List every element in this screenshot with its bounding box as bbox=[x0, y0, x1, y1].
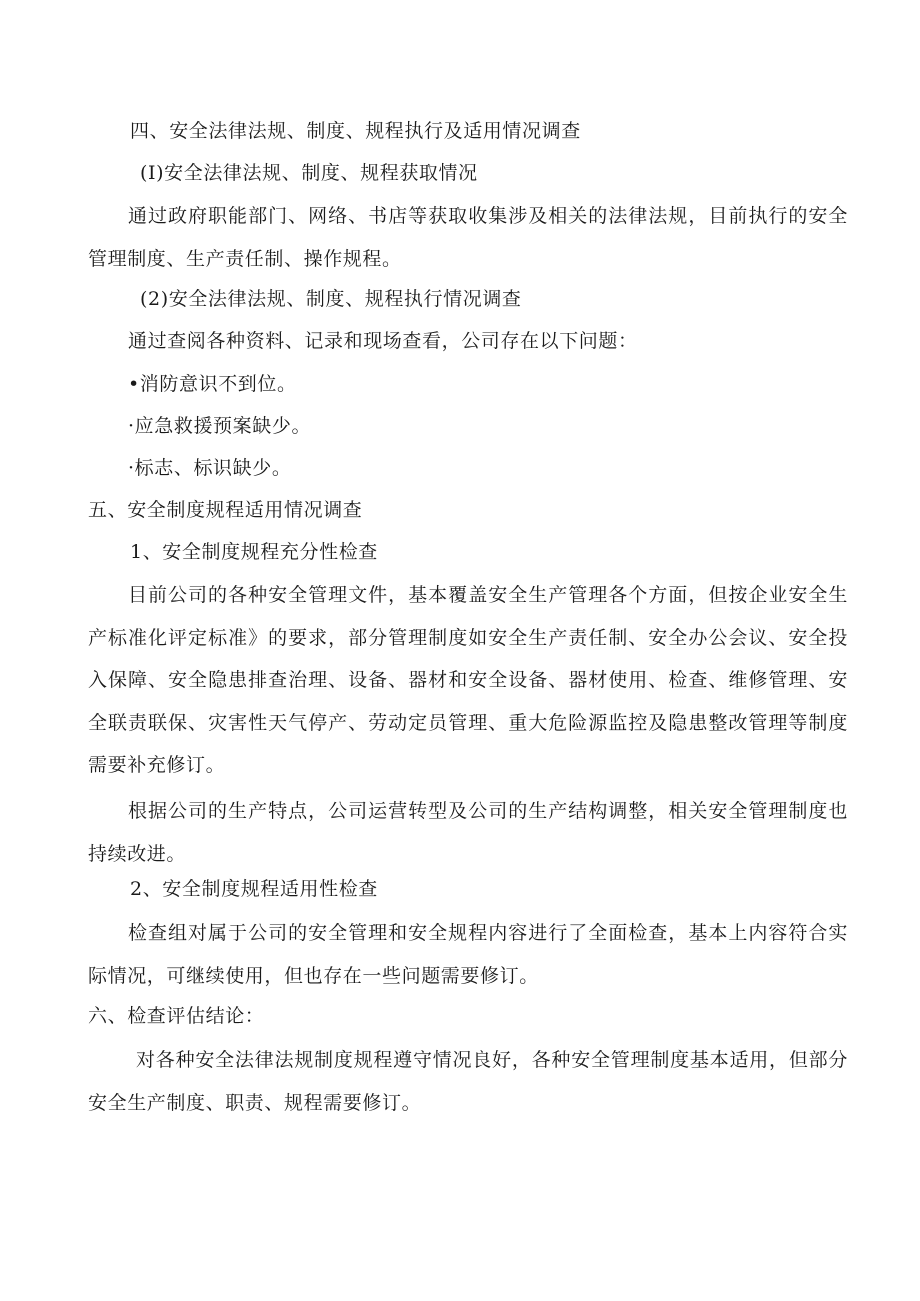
section-5-2-body: 检查组对属于公司的安全管理和安全规程内容进行了全面检查，基本上内容符合实际情况，可继续使用，但也存在一些问题需要修订。 bbox=[88, 922, 848, 987]
section-6-body: 对各种安全法律法规制度规程遵守情况良好，各种安全管理制度基本适用，但部分安全生产制度、职责、规程需要修订。 bbox=[88, 1049, 848, 1114]
section-5-1-body-continued: 根据公司的生产特点，公司运营转型及公司的生产结构调整，相关安全管理制度也持续改进。 bbox=[88, 800, 848, 865]
section-5-1-title: 1、安全制度规程充分性检查 bbox=[130, 541, 378, 563]
issue-list-item: ·应急救援预案缺少。 bbox=[128, 415, 312, 437]
section-4-heading: 四、安全法律法规、制度、规程执行及适用情况调查 bbox=[130, 120, 581, 142]
section-5-2-title: 2、安全制度规程适用性检查 bbox=[130, 878, 378, 900]
issue-list-item: •消防意识不到位。 bbox=[128, 373, 297, 395]
section-4-1-body: 通过政府职能部门、网络、书店等获取收集涉及相关的法律法规，目前执行的安全管理制度、生产责任制、操作规程。 bbox=[88, 205, 848, 270]
issue-list-item: ·标志、标识缺少。 bbox=[128, 457, 292, 479]
section-5-1-body: 目前公司的各种安全管理文件，基本覆盖安全生产管理各个方面，但按企业安全生产标准化评定标准》的要求，部分管理制度如安全生产责任制、安全办公会议、安全投入保障、安全隐患排查治理、设备、器材和安全设备、器材使用、检查、维修管理、安全联责联保、灾害性天气停产、劳动定员管理、重大危险源监控及隐患整改管理等制度需要补充修订。 bbox=[88, 584, 848, 776]
section-4-2-intro: 通过查阅各种资料、记录和现场查看，公司存在以下问题： bbox=[128, 330, 638, 352]
section-4-1-title: (I)安全法律法规、制度、规程获取情况 bbox=[140, 162, 478, 184]
section-6-heading: 六、检查评估结论： bbox=[88, 1005, 265, 1027]
section-4-2-title: (2)安全法律法规、制度、规程执行情况调查 bbox=[140, 288, 522, 310]
section-5-heading: 五、安全制度规程适用情况调查 bbox=[88, 499, 363, 521]
